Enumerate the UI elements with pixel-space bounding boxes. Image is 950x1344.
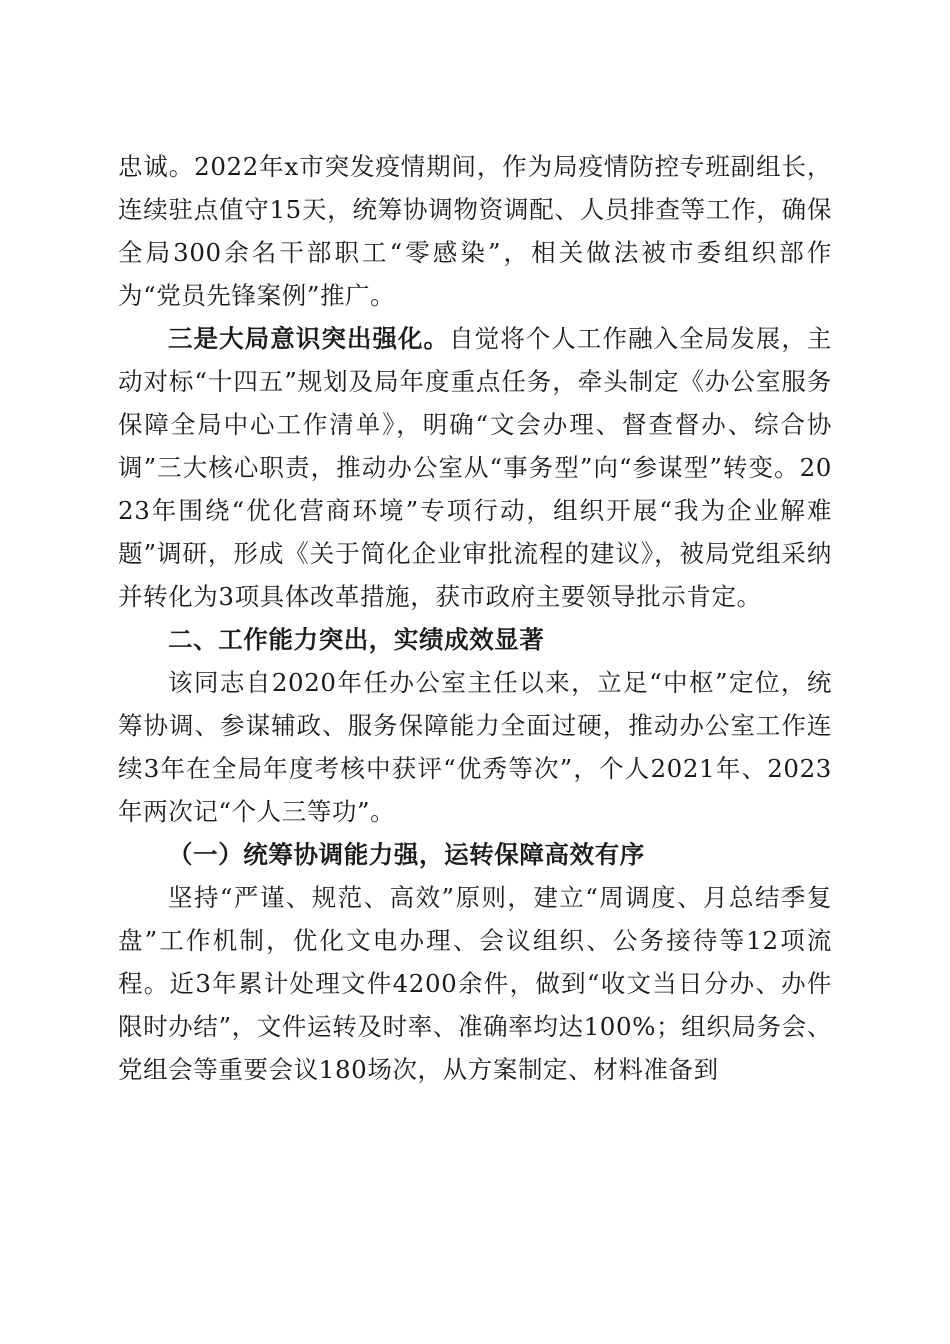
subsection-heading (118, 833, 832, 876)
section-heading-text: 二、工作能力突出，实绩成效显著 (168, 625, 545, 654)
paragraph-work-ability (118, 661, 832, 833)
paragraph-coordination (118, 876, 832, 1091)
section-heading (118, 618, 832, 661)
paragraph-text: 该同志自2020年任办公室主任以来，立足“中枢”定位，统筹协调、参谋辅政、服务保障能力全面过硬，推动办公室工作连续3年在全局年度考核中获评“优秀等次”，个人2021年、2023年两次记“个人三等功”。 (118, 668, 832, 826)
paragraph-text: 忠诚。2022年x市突发疫情期间，作为局疫情防控专班副组长，连续驻点值守15天，统筹协调物资调配、人员排查等工作，确保全局300余名干部职工“零感染”，相关做法被市委组织部作为“党员先锋案例”推广。 (118, 152, 832, 310)
paragraph-continuation (118, 145, 832, 317)
document-body (118, 145, 832, 1091)
paragraph-lead: 三是大局意识突出强化。 (168, 324, 450, 353)
paragraph-overall-awareness (118, 317, 832, 618)
subsection-heading-text: （一）统筹协调能力强，运转保障高效有序 (168, 840, 645, 869)
paragraph-text: 自觉将个人工作融入全局发展，主动对标“十四五”规划及局年度重点任务，牵头制定《办公室服务保障全局中心工作清单》，明确“文会办理、督查督办、综合协调”三大核心职责，推动办公室从“事务型”向“参谋型”转变。2023年围绕“优化营商环境”专项行动，组织开展“我为企业解难题”调研，形成《关于简化企业审批流程的建议》，被局党组采纳并转化为3项具体改革措施，获市政府主要领导批示肯定。 (118, 324, 833, 611)
paragraph-text: 坚持“严谨、规范、高效”原则，建立“周调度、月总结季复盘”工作机制，优化文电办理、会议组织、公务接待等12项流程。近3年累计处理文件4200余件，做到“收文当日分办、办件限时办结”，文件运转及时率、准确率均达100%；组织局务会、党组会等重要会议180场次，从方案制定、材料准备到 (118, 883, 832, 1084)
